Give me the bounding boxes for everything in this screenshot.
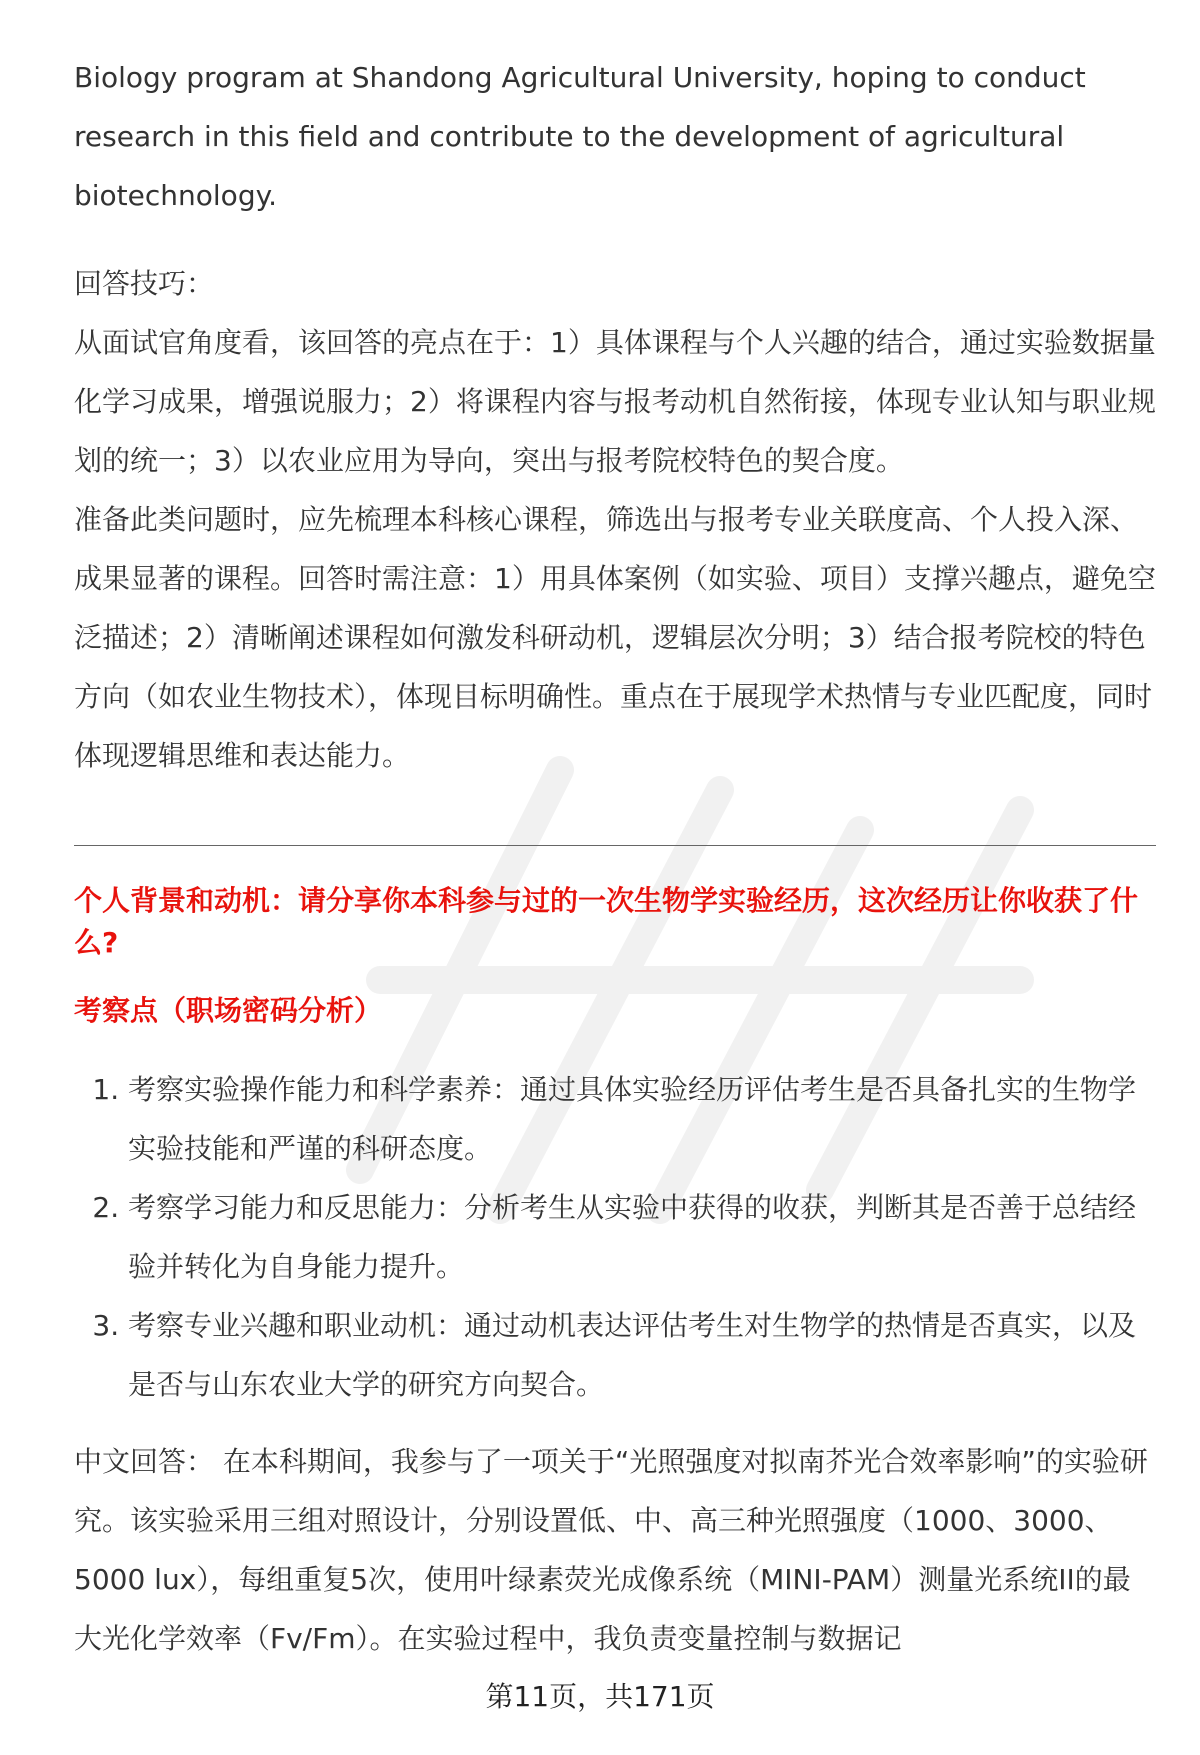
question-block xyxy=(74,880,1156,964)
tips-paragraph-2: 准备此类问题时，应先梳理本科核心课程，筛选出与报考专业关联度高、个人投入深、成果显著的课程。回答时需注意：1）用具体案例（如实验、项目）支撑兴趣点，避免空泛描述；2）清晰阐述课程如何激发科研动机，逻辑层次分明；3）结合报考院校的特色方向（如农业生物技术），体现目标明确性。重点在于展现学术热情与专业匹配度，同时体现逻辑思维和表达能力。 xyxy=(74,503,1156,772)
answer-block xyxy=(74,1432,1156,1668)
answer-paragraph: 中文回答： 在本科期间，我参与了一项关于“光照强度对拟南芥光合效率影响”的实验研究。该实验采用三组对照设计，分别设置低、中、高三种光照强度（1000、3000、5000 lux），每组重复5次，使用叶绿素荧光成像系统（MINI-PAM）测量光系统II的最大光化学效率（Fv/Fm）。在实验过程中，我负责变量控制与数据记 xyxy=(74,1445,1148,1655)
intro-block xyxy=(74,48,1156,225)
tips-paragraph-1: 从面试官角度看，该回答的亮点在于：1）具体课程与个人兴趣的结合，通过实验数据量化学习成果，增强说服力；2）将课程内容与报考动机自然衔接，体现专业认知与职业规划的统一；3）以农业应用为导向，突出与报考院校特色的契合度。 xyxy=(74,326,1156,477)
list-item: 3. 考察专业兴趣和职业动机：通过动机表达评估考生对生物学的热情是否真实，以及是否与山东农业大学的研究方向契合。 xyxy=(128,1296,1156,1414)
page-number-footer: 第11页，共171页 xyxy=(485,1680,715,1713)
points-list xyxy=(74,1060,1156,1414)
points-list-container xyxy=(74,1060,1156,1414)
tips-label: 回答技巧： xyxy=(74,267,215,300)
points-heading: 考察点（职场密码分析） xyxy=(74,994,383,1027)
points-block xyxy=(74,990,1156,1032)
question-title: 个人背景和动机：请分享你本科参与过的一次生物学实验经历，这次经历让你收获了什么? xyxy=(74,884,1139,959)
list-item: 2. 考察学习能力和反思能力：分析考生从实验中获得的收获，判断其是否善于总结经验并转化为自身能力提升。 xyxy=(128,1178,1156,1296)
list-item: 1. 考察实验操作能力和科学素养：通过具体实验经历评估考生是否具备扎实的生物学实验技能和严谨的科研态度。 xyxy=(128,1060,1156,1178)
intro-english-paragraph: Biology program at Shandong Agricultural University, hoping to conduct research in this field and contribute to the development of agricultural biotechnology. xyxy=(74,61,1086,212)
tips-block xyxy=(74,254,1156,785)
section-divider xyxy=(74,845,1156,846)
